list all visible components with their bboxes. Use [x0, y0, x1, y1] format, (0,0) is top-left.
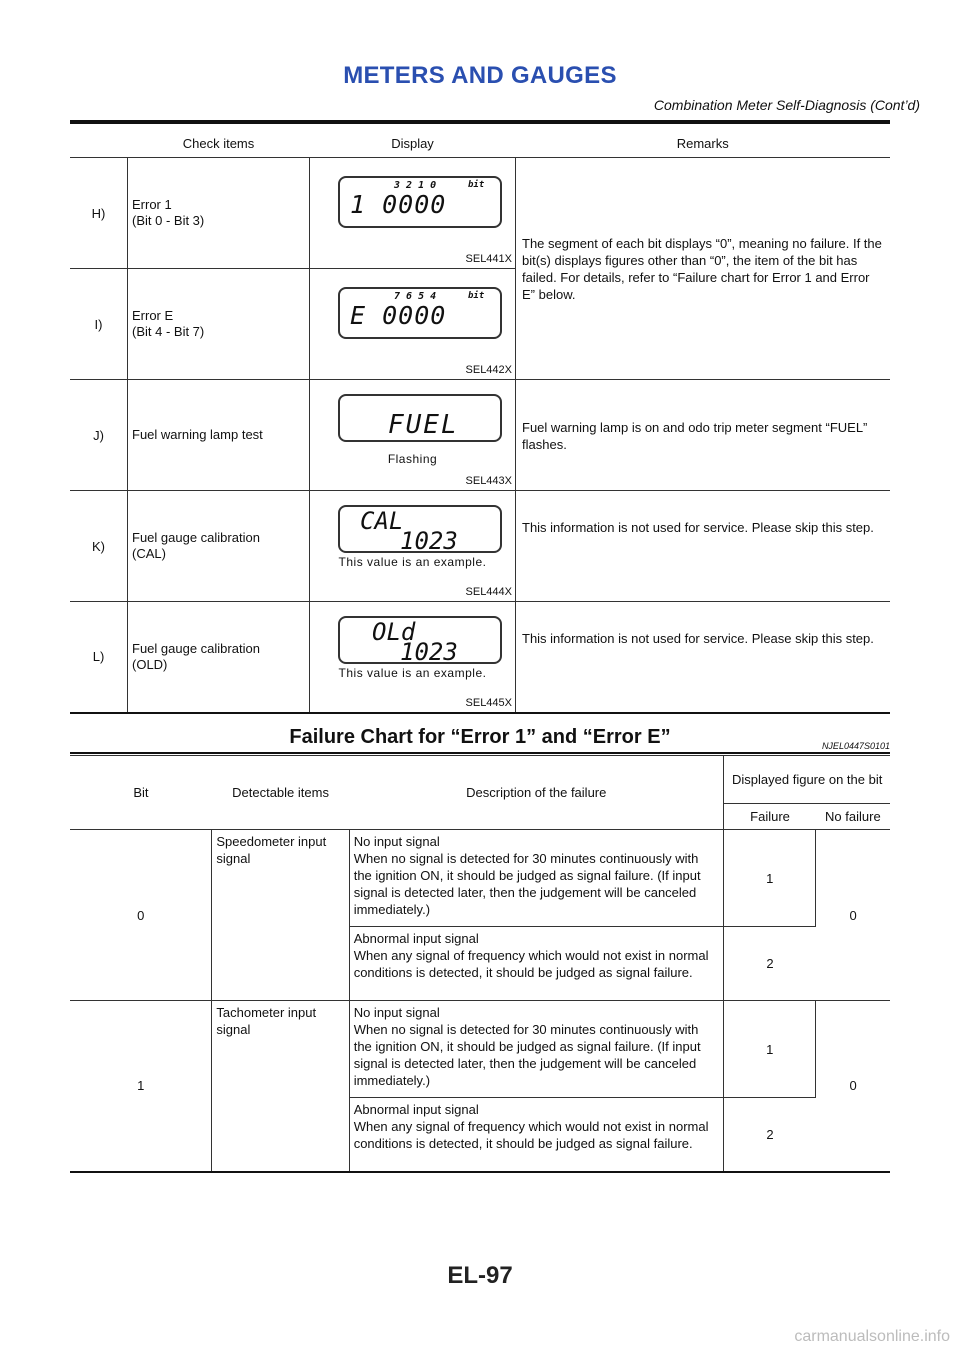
check-item-line: Fuel gauge calibration — [132, 640, 260, 656]
page-number: EL-97 — [447, 1262, 513, 1289]
failure-description: No input signal When no signal is detected for 30 minutes continuously with the ignition ON, it should be judged as signal failure. (If input signal is detected later, then the judgement will be canceled immediately.) — [349, 1001, 724, 1098]
row-id: L) — [70, 602, 128, 713]
display-cell — [310, 491, 516, 602]
bit-value: 1 — [70, 1001, 212, 1172]
row-id: I) — [70, 269, 128, 380]
figure-code: SEL443X — [465, 475, 512, 487]
check-row-j — [70, 380, 890, 491]
check-item — [128, 158, 310, 269]
section-code: NJEL0447S0101 — [821, 741, 890, 751]
detectable-item: Tachometer input signal — [212, 1001, 349, 1172]
lcd-top-value: CAL — [360, 507, 404, 535]
no-failure-figure: 0 — [816, 830, 890, 1001]
page-subtitle: Combination Meter Self-Diagnosis (Cont’d) — [653, 97, 920, 113]
no-failure-figure: 0 — [816, 1001, 890, 1172]
header-rule — [70, 120, 890, 124]
failure-figure: 2 — [724, 1098, 816, 1172]
failure-header-row — [70, 756, 890, 804]
check-item-line: (OLD) — [132, 656, 168, 672]
lcd-bit-label: bit — [468, 291, 485, 301]
failure-row — [70, 1001, 890, 1098]
check-table-header — [70, 129, 890, 158]
section-rule — [70, 752, 890, 754]
lcd-display — [338, 505, 502, 553]
header-description: Description of the failure — [349, 756, 724, 830]
col-display: Display — [310, 129, 516, 158]
display-cell — [310, 158, 516, 269]
display-cell — [310, 380, 516, 491]
check-row-k — [70, 491, 890, 602]
lcd-bottom-value: 1023 — [400, 527, 458, 555]
display-cell — [310, 269, 516, 380]
check-item-line: (Bit 0 - Bit 3) — [132, 213, 205, 228]
failure-figure: 2 — [724, 927, 816, 1001]
page-title: METERS AND GAUGES — [343, 62, 617, 89]
row-id: J) — [70, 380, 128, 491]
failure-description: No input signal When no signal is detected for 30 minutes continuously with the ignition ON, it should be judged as signal failure. (If input signal is detected later, then the judgement will be canceled immediately.) — [349, 830, 724, 927]
check-item — [128, 269, 310, 380]
watermark: carmanualsonline.info — [794, 1328, 950, 1345]
row-id: K) — [70, 491, 128, 602]
bit-value: 0 — [70, 830, 212, 1001]
display-cell — [310, 602, 516, 713]
failure-figure: 1 — [724, 1001, 816, 1098]
header-displayed: Displayed figure on the bit — [724, 756, 890, 804]
check-item-line: (Bit 4 - Bit 7) — [132, 324, 205, 339]
check-items-table — [70, 129, 890, 714]
check-item-line: Fuel gauge calibration — [132, 530, 260, 545]
failure-figure: 1 — [724, 830, 816, 927]
failure-description: Abnormal input signal When any signal of frequency which would not exist in normal conditions is detected, it should be judged as signal failure. — [349, 927, 724, 1001]
check-item: Fuel warning lamp test — [128, 380, 310, 491]
remarks: Fuel warning lamp is on and odo trip meter segment “FUEL” flashes. — [516, 380, 891, 491]
lcd-note: This value is an example. — [338, 555, 487, 569]
section-title: Failure Chart for “Error 1” and “Error E” — [289, 726, 671, 748]
lcd-display — [338, 616, 502, 664]
check-row-h — [70, 158, 890, 269]
lcd-display — [338, 287, 502, 339]
lcd-main-value: E 0000 — [350, 301, 447, 330]
figure-code: SEL442X — [465, 364, 512, 376]
lcd-note: This value is an example. — [338, 666, 487, 680]
detectable-item: Speedometer input signal — [212, 830, 349, 1001]
figure-code: SEL444X — [465, 586, 512, 598]
header-failure: Failure — [724, 804, 816, 830]
failure-row — [70, 830, 890, 927]
shared-remarks: The segment of each bit displays “0”, meaning no failure. If the bit(s) displays figures other than “0”, the item of the bit has failed. For details, refer to “Failure chart for Error 1 and Error E” below. — [516, 158, 891, 380]
lcd-bit-numbers: 3 2 1 0 — [394, 180, 437, 191]
lcd-top-value: OLd — [372, 618, 416, 646]
col-remarks: Remarks — [516, 129, 891, 158]
check-item — [128, 491, 310, 602]
lcd-note: Flashing — [387, 452, 438, 466]
header-bit: Bit — [70, 756, 212, 830]
lcd-bit-numbers: 7 6 5 4 — [394, 291, 437, 302]
lcd-main-value: FUEL — [388, 410, 459, 440]
col-check-items: Check items — [128, 129, 310, 158]
row-id: H) — [70, 158, 128, 269]
failure-description: Abnormal input signal When any signal of frequency which would not exist in normal conditions is detected, it should be judged as signal failure. — [349, 1098, 724, 1172]
check-item-line: Error E — [132, 308, 174, 323]
failure-chart-table — [70, 755, 890, 1173]
figure-code: SEL441X — [465, 253, 512, 265]
remarks: This information is not used for service. Please skip this step. — [516, 491, 891, 602]
lcd-main-value: 1 0000 — [350, 190, 447, 219]
lcd-bit-label: bit — [468, 180, 485, 190]
figure-code: SEL445X — [465, 696, 512, 709]
lcd-display — [338, 176, 502, 228]
header-no-failure: No failure — [816, 804, 890, 830]
header-detectable: Detectable items — [212, 756, 349, 830]
lcd-display — [338, 394, 502, 442]
remarks: This information is not used for service. Please skip this step. — [516, 602, 891, 713]
lcd-bottom-value: 1023 — [400, 638, 458, 666]
check-item — [128, 602, 310, 713]
check-row-l — [70, 602, 890, 713]
check-item-line: (CAL) — [132, 546, 166, 561]
check-item-line: Error 1 — [132, 197, 172, 212]
